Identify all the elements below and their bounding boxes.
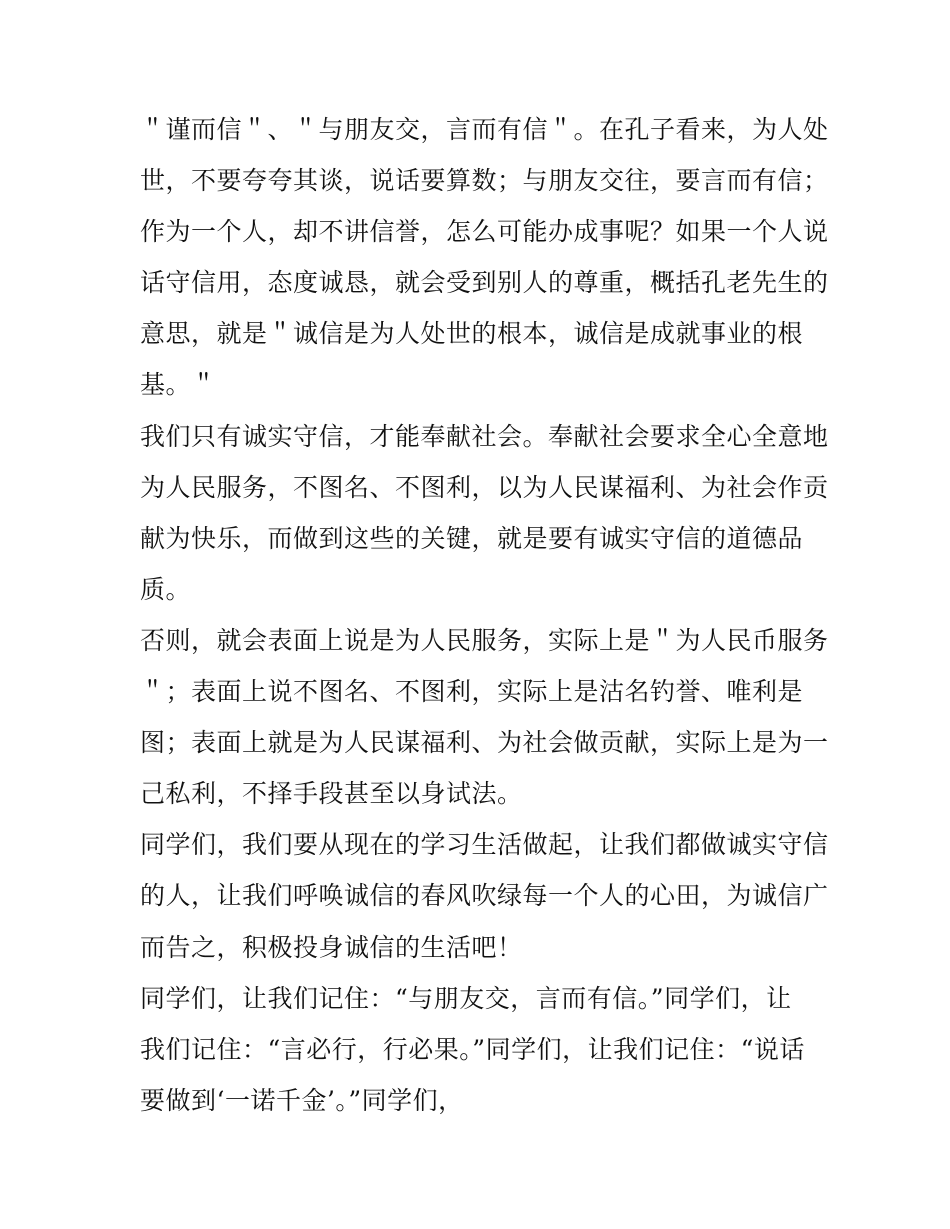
- text-line: 基。＂: [140, 370, 217, 400]
- text-line: 话守信用，态度诚恳，就会受到别人的尊重，概括孔老先生的: [140, 268, 829, 298]
- text-line: 我们只有诚实守信，才能奉献社会。奉献社会要求全心全意地: [140, 421, 829, 451]
- text-line: 意思，就是＂诚信是为人处世的根本，诚信是成就事业的根: [140, 319, 804, 349]
- text-line: 质。: [140, 574, 192, 604]
- text-line: 否则，就会表面上说是为人民服务，实际上是＂为人民币服务: [140, 625, 829, 655]
- text-line: 图；表面上就是为人民谋福利、为社会做贡献，实际上是为一: [140, 728, 829, 758]
- paragraph-1: [140, 104, 829, 411]
- text-line: 同学们，让我们记住：“与朋友交，言而有信。”同学们，让: [140, 983, 792, 1013]
- document-body: [140, 104, 829, 1126]
- text-line: 作为一个人，却不讲信誉，怎么可能办成事呢？如果一个人说: [140, 217, 829, 247]
- text-line: ＂谨而信＂、＂与朋友交，言而有信＂。在孔子看来，为人处: [140, 115, 829, 144]
- text-line: ＂；表面上说不图名、不图利，实际上是沽名钓誉、唯利是: [140, 677, 804, 707]
- text-line: 要做到‘一诺千金’。”同学们，: [140, 1085, 464, 1115]
- paragraph-4: [140, 819, 829, 972]
- text-line: 同学们，我们要从现在的学习生活做起，让我们都做诚实守信: [140, 830, 829, 860]
- paragraph-2: [140, 411, 829, 615]
- paragraph-3: [140, 615, 829, 819]
- text-line: 世，不要夸夸其谈，说话要算数；与朋友交往，要言而有信；: [140, 166, 829, 196]
- text-line: 我们记住：“言必行，行必果。”同学们，让我们记住：“说话: [140, 1034, 805, 1064]
- text-line: 己私利，不择手段甚至以身试法。: [140, 779, 523, 809]
- paragraph-5: [140, 973, 820, 1126]
- text-line: 的人，让我们呼唤诚信的春风吹绿每一个人的心田，为诚信广: [140, 881, 829, 911]
- text-line: 献为快乐，而做到这些的关键，就是要有诚实守信的道德品: [140, 523, 804, 553]
- text-line: 为人民服务，不图名、不图利，以为人民谋福利、为社会作贡: [140, 472, 829, 502]
- text-line: 而告之，积极投身诚信的生活吧！: [140, 932, 523, 962]
